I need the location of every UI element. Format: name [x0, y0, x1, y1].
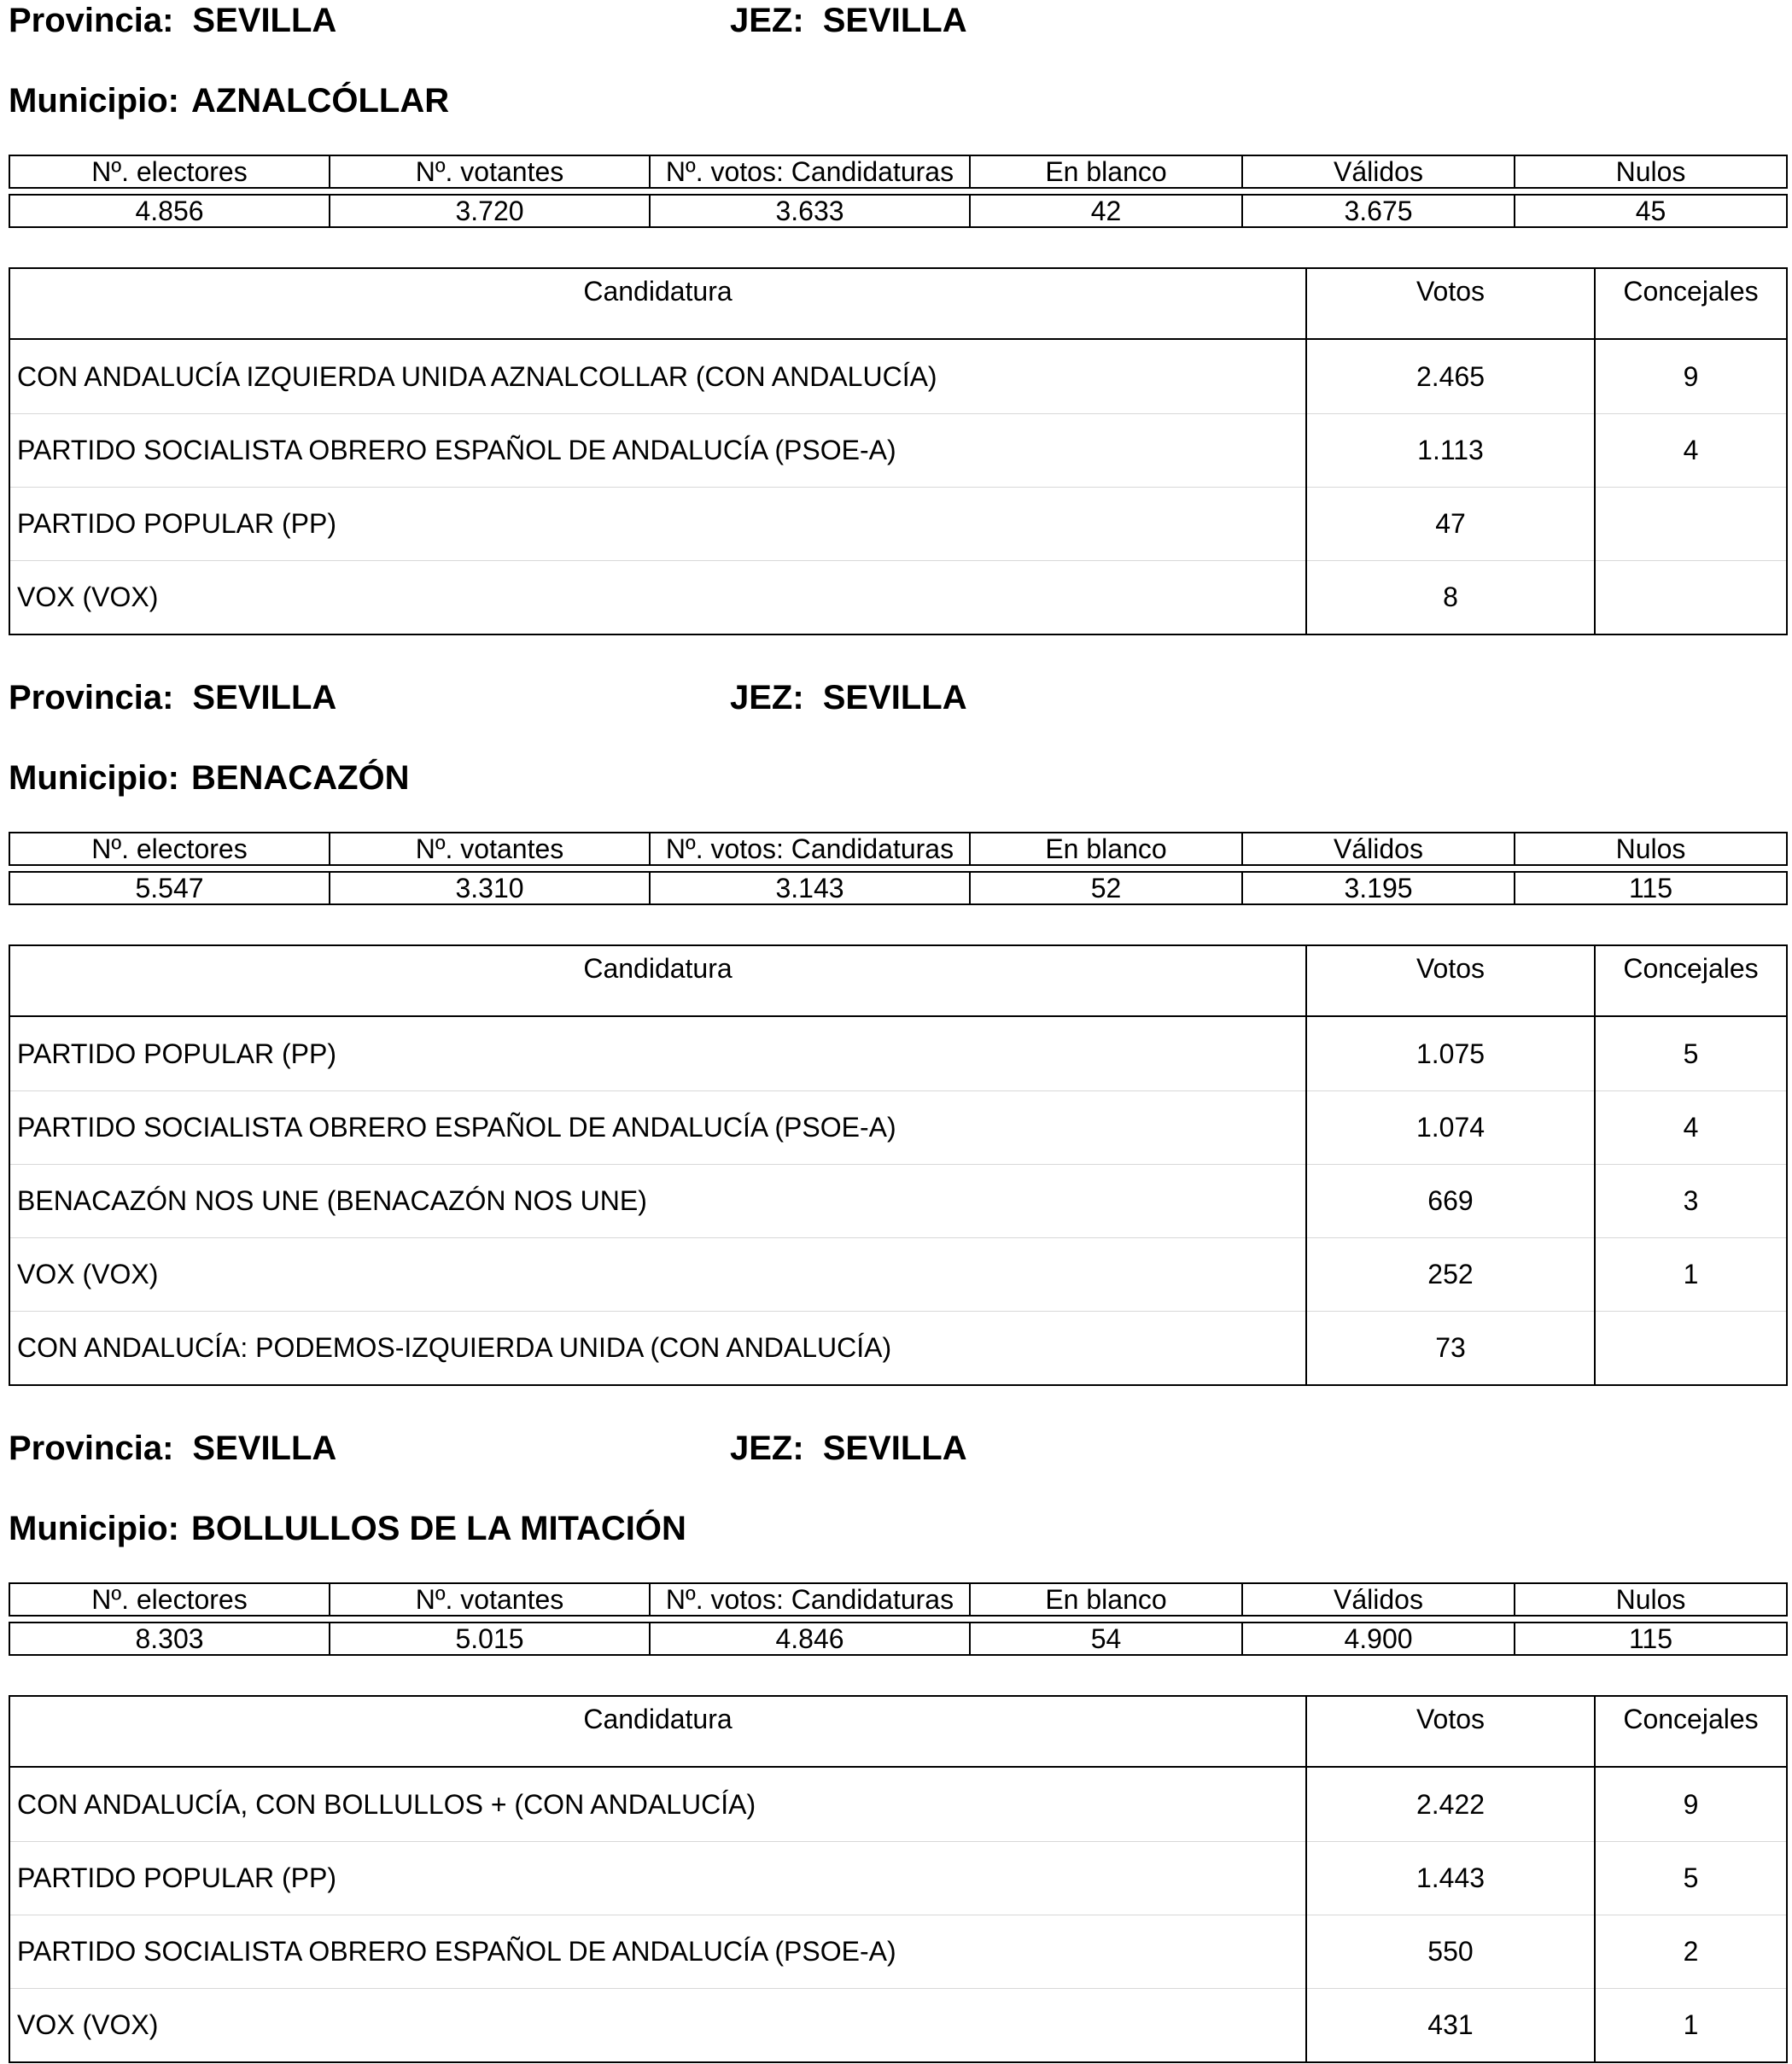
stats-value-cell: 45: [1515, 195, 1787, 227]
municipio-label: Municipio:: [9, 82, 179, 120]
stats-value-cell: 4.900: [1242, 1623, 1515, 1655]
municipio-value: BENACAZÓN: [190, 759, 410, 797]
candidatura-votos: 252: [1306, 1237, 1595, 1311]
stats-header-row: [9, 833, 1787, 865]
stats-value-row: [9, 872, 1787, 904]
candidatura-name: PARTIDO POPULAR (PP): [9, 1841, 1306, 1915]
table-row: [9, 1311, 1787, 1385]
table-row: [9, 1090, 1787, 1164]
candidatura-name: PARTIDO SOCIALISTA OBRERO ESPAÑOL DE ANDALUCÍA (PSOE-A): [9, 1090, 1306, 1164]
stats-header-cell: Válidos: [1242, 155, 1515, 188]
provincia-line: [9, 677, 336, 718]
candidaturas-table: [9, 267, 1788, 635]
candidatura-concejales: 2: [1595, 1915, 1787, 1988]
stats-value-cell: 4.846: [650, 1623, 970, 1655]
stats-header-cell: En blanco: [970, 833, 1242, 865]
candidatura-votos: 1.075: [1306, 1016, 1595, 1090]
stats-header-cell: Nº. electores: [9, 833, 330, 865]
jez-value: SEVILLA: [822, 679, 967, 716]
candidatura-votos: 1.113: [1306, 413, 1595, 487]
stats-table: [9, 155, 1788, 228]
jez-label: JEZ:: [730, 679, 804, 716]
provincia-value: SEVILLA: [192, 679, 337, 716]
candidatura-votos: 669: [1306, 1164, 1595, 1237]
provincia-line: [9, 1428, 336, 1469]
stats-value-cell: 4.856: [9, 195, 330, 227]
stats-value-row: [9, 1623, 1787, 1655]
stats-value-row: [9, 195, 1787, 227]
candidatura-votos: 2.422: [1306, 1767, 1595, 1841]
candidatura-name: PARTIDO SOCIALISTA OBRERO ESPAÑOL DE ANDALUCÍA (PSOE-A): [9, 413, 1306, 487]
municipio-label: Municipio:: [9, 759, 179, 797]
stats-header-row: [9, 1583, 1787, 1616]
stats-header-cell: Nº. votantes: [330, 833, 650, 865]
candidatura-name: PARTIDO POPULAR (PP): [9, 487, 1306, 560]
candidatura-name: CON ANDALUCÍA IZQUIERDA UNIDA AZNALCOLLAR (CON ANDALUCÍA): [17, 361, 937, 392]
candidatura-votos: 1.443: [1306, 1841, 1595, 1915]
candidatura-concejales: [1595, 487, 1787, 560]
candidatura-concejales: 4: [1595, 1090, 1787, 1164]
candidaturas-header-row: [9, 268, 1787, 339]
stats-header-cell: Válidos: [1242, 833, 1515, 865]
stats-header-cell: Nº. electores: [9, 1583, 330, 1616]
stats-header-cell: Nº. votantes: [330, 1583, 650, 1616]
candidatura-concejales: 3: [1595, 1164, 1787, 1237]
provincia-value: SEVILLA: [192, 2, 337, 39]
candidatura-votos: 431: [1306, 1988, 1595, 2062]
table-row: [9, 1915, 1787, 1988]
municipio-line: [9, 80, 449, 121]
table-row: [9, 1164, 1787, 1237]
stats-header-cell: En blanco: [970, 155, 1242, 188]
stats-value-cell: 3.195: [1242, 872, 1515, 904]
stats-header-cell: Nº. votantes: [330, 155, 650, 188]
stats-value-cell: 3.633: [650, 195, 970, 227]
candidatura-votos: 8: [1306, 560, 1595, 634]
municipio-line: [9, 757, 410, 798]
concejales-header: Concejales: [1595, 945, 1787, 1016]
stats-value-cell: 3.720: [330, 195, 650, 227]
candidatura-votos: 1.074: [1306, 1090, 1595, 1164]
candidatura-name: CON ANDALUCÍA: PODEMOS-IZQUIERDA UNIDA (CON ANDALUCÍA): [9, 1311, 1306, 1385]
candidaturas-header-row: [9, 1696, 1787, 1767]
provincia-label: Provincia:: [9, 2, 174, 39]
table-row: [9, 560, 1787, 634]
candidatura-votos: 2.465: [1306, 339, 1595, 413]
candidaturas-table: [9, 1695, 1788, 2063]
candidatura-header: Candidatura: [9, 268, 1306, 339]
votos-header: Votos: [1306, 945, 1595, 1016]
table-row: [9, 413, 1787, 487]
candidatura-concejales: 1: [1595, 1988, 1787, 2062]
stats-value-cell: 3.310: [330, 872, 650, 904]
stats-value-cell: 115: [1515, 872, 1787, 904]
stats-header-cell: Nulos: [1515, 155, 1787, 188]
votos-header: Votos: [1306, 268, 1595, 339]
candidatura-concejales: 4: [1595, 413, 1787, 487]
candidatura-name: VOX (VOX): [9, 1237, 1306, 1311]
candidatura-concejales: 5: [1683, 1038, 1699, 1069]
stats-value-cell: 3.143: [650, 872, 970, 904]
stats-header-cell: Nº. votos: Candidaturas: [650, 155, 970, 188]
candidatura-concejales: [1595, 560, 1787, 634]
municipio-value: BOLLULLOS DE LA MITACIÓN: [190, 1510, 686, 1547]
candidatura-concejales: 1: [1595, 1237, 1787, 1311]
stats-header-cell: Nulos: [1515, 1583, 1787, 1616]
table-row: [9, 1237, 1787, 1311]
stats-header-row: [9, 155, 1787, 188]
stats-value-cell: 3.675: [1242, 195, 1515, 227]
stats-value-cell: 8.303: [9, 1623, 330, 1655]
stats-value-cell: 5.015: [330, 1623, 650, 1655]
candidatura-concejales: 9: [1683, 1789, 1699, 1820]
provincia-label: Provincia:: [9, 1430, 174, 1467]
municipio-label: Municipio:: [9, 1510, 179, 1547]
concejales-header: Concejales: [1595, 268, 1787, 339]
stats-table: [9, 1582, 1788, 1656]
stats-value-cell: 54: [970, 1623, 1242, 1655]
candidatura-concejales: 5: [1595, 1841, 1787, 1915]
stats-header-cell: Nº. votos: Candidaturas: [650, 833, 970, 865]
municipio-line: [9, 1508, 686, 1549]
provincia-line: [9, 0, 336, 41]
candidatura-concejales: [1595, 1311, 1787, 1385]
table-row: [9, 487, 1787, 560]
table-row: [9, 1988, 1787, 2062]
candidaturas-header-row: [9, 945, 1787, 1016]
candidatura-votos: 73: [1306, 1311, 1595, 1385]
stats-header-cell: En blanco: [970, 1583, 1242, 1616]
candidatura-concejales: 9: [1683, 361, 1699, 392]
stats-value-cell: 5.547: [9, 872, 330, 904]
stats-header-cell: Nulos: [1515, 833, 1787, 865]
candidatura-name: PARTIDO SOCIALISTA OBRERO ESPAÑOL DE ANDALUCÍA (PSOE-A): [9, 1915, 1306, 1988]
stats-value-cell: 42: [970, 195, 1242, 227]
candidatura-header: Candidatura: [9, 1696, 1306, 1767]
candidatura-votos: 47: [1306, 487, 1595, 560]
stats-value-cell: 52: [970, 872, 1242, 904]
jez-line: [730, 1428, 967, 1469]
concejales-header: Concejales: [1595, 1696, 1787, 1767]
candidatura-votos: 550: [1306, 1915, 1595, 1988]
provincia-label: Provincia:: [9, 679, 174, 716]
table-row: [9, 1016, 1787, 1090]
stats-table: [9, 832, 1788, 905]
table-row: [9, 1841, 1787, 1915]
jez-value: SEVILLA: [822, 2, 967, 39]
candidatura-header: Candidatura: [9, 945, 1306, 1016]
stats-value-cell: 115: [1515, 1623, 1787, 1655]
stats-header-cell: Nº. votos: Candidaturas: [650, 1583, 970, 1616]
stats-header-cell: Nº. electores: [9, 155, 330, 188]
provincia-value: SEVILLA: [192, 1430, 337, 1467]
candidatura-name: BENACAZÓN NOS UNE (BENACAZÓN NOS UNE): [9, 1164, 1306, 1237]
candidatura-name: VOX (VOX): [9, 560, 1306, 634]
candidaturas-table: [9, 944, 1788, 1386]
jez-line: [730, 677, 967, 718]
candidatura-name: PARTIDO POPULAR (PP): [17, 1038, 336, 1069]
jez-value: SEVILLA: [822, 1430, 967, 1467]
stats-header-cell: Válidos: [1242, 1583, 1515, 1616]
jez-label: JEZ:: [730, 2, 804, 39]
municipio-value: AZNALCÓLLAR: [190, 82, 450, 120]
table-row: [9, 1767, 1787, 1841]
jez-line: [730, 0, 967, 41]
candidatura-name: VOX (VOX): [9, 1988, 1306, 2062]
candidatura-name: CON ANDALUCÍA, CON BOLLULLOS + (CON ANDALUCÍA): [17, 1789, 756, 1820]
votos-header: Votos: [1306, 1696, 1595, 1767]
table-row: [9, 339, 1787, 413]
jez-label: JEZ:: [730, 1430, 804, 1467]
